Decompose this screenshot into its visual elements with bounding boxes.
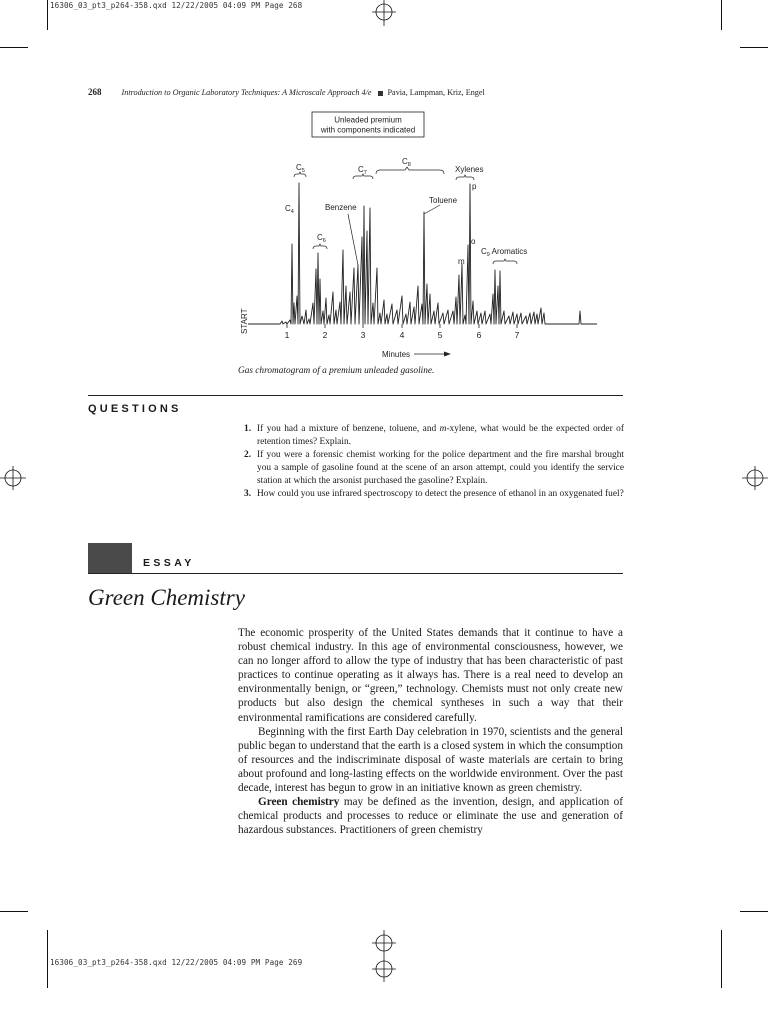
page-number: 268 xyxy=(88,87,102,97)
bracket-xylenes xyxy=(456,175,474,180)
start-label: START xyxy=(240,308,249,334)
running-header xyxy=(88,87,485,97)
crop-mark-left-top xyxy=(0,47,28,48)
authors: Pavia, Lampman, Kriz, Engel xyxy=(387,88,485,97)
question-item: 3. How could you use infrared spectroscopy to detect the presence of ethanol in an oxygenated fuel? xyxy=(244,489,624,499)
tick-label-7: 7 xyxy=(514,330,520,340)
registration-mark-top xyxy=(370,0,398,28)
crop-mark-left-bottom xyxy=(0,911,28,912)
gas-chromatogram-figure xyxy=(230,108,610,370)
crop-mark-top-left xyxy=(47,0,48,30)
registration-mark-bottom-2 xyxy=(370,956,398,982)
book-title: Introduction to Organic Laboratory Techniques: A Microscale Approach 4/e xyxy=(121,88,372,97)
label-m: m xyxy=(458,257,465,266)
separator-square-icon xyxy=(378,91,383,96)
essay-paragraph-1: The economic prosperity of the United States demands that it continue to have a robust chemical industry. In this age of environmental consciousness, however, we can no longer afford to allow the type of industry that has been characteristic of past practices to continue operating as it always has. There is a real need to develop an environmentally benign, or “green,” technology. Chemists must not only create new products but also design the chemical syntheses in such a way that their environmental ramifications are considered carefully. xyxy=(238,627,623,724)
chromatogram-trace xyxy=(248,183,597,324)
tick-label-4: 4 xyxy=(399,330,405,340)
label-c6: $C_6$ xyxy=(317,233,326,244)
questions-list xyxy=(244,423,624,501)
crop-mark-top-right xyxy=(721,0,722,30)
pointer-benzene xyxy=(348,214,358,265)
essay-paragraph-2: Beginning with the first Earth Day celebration in 1970, scientists and the general public began to understand that the earth is a closed system in which the consumption of resources and the indiscriminate disposal of waste materials are certain to bring about profound and long-lasting effects on the worldwide environment. Over the past decade, interest has begun to grow in an initiative known as green chemistry. xyxy=(238,725,623,795)
crop-mark-bottom-left xyxy=(47,930,48,988)
label-toluene: Toluene xyxy=(429,196,458,205)
tick-label-6: 6 xyxy=(476,330,482,340)
crop-mark-bottom-right xyxy=(721,930,722,988)
essay-body xyxy=(238,626,623,837)
label-p: p xyxy=(472,182,477,191)
essay-title: Green Chemistry xyxy=(88,585,245,610)
label-benzene: Benzene xyxy=(325,203,357,212)
crop-mark-right-bottom xyxy=(740,911,768,912)
tick-label-1: 1 xyxy=(284,330,290,340)
figure-caption: Gas chromatogram of a premium unleaded gasoline. xyxy=(238,366,435,376)
questions-heading: QUESTIONS xyxy=(88,403,182,415)
tick-label-5: 5 xyxy=(437,330,443,340)
chromatogram-title-line2: with components indicated xyxy=(320,125,416,135)
tick-label-2: 2 xyxy=(322,330,328,340)
x-axis-label: Minutes xyxy=(382,350,411,359)
bracket-c9 xyxy=(493,259,517,264)
file-slug-top: 16306_03_pt3_p264-358.qxd 12/22/2005 04:09 PM Page 268 xyxy=(50,1,303,10)
section-rule xyxy=(88,395,623,396)
label-c8: $C_8$ xyxy=(402,157,411,168)
registration-mark-right xyxy=(740,464,768,492)
label-c4: $C_4$ xyxy=(285,204,294,215)
label-c7: $C_7$ xyxy=(358,165,367,176)
question-item: 1. If you had a mixture of benzene, toluene, and m-xylene, what would be the expected order of retention times? Explain. xyxy=(244,424,624,447)
essay-paragraph-3: Green chemistry may be defined as the invention, design, and application of chemical products and processes to reduce or eliminate the use and generation of hazardous substances. Practitioners of green chemistry xyxy=(238,796,623,837)
essay-label: ESSAY xyxy=(143,557,195,569)
label-c5: $C_5$ xyxy=(296,163,305,174)
registration-mark-left xyxy=(0,464,28,492)
registration-mark-bottom-1 xyxy=(370,930,398,956)
question-item: 2. If you were a forensic chemist working for the police department and the fire marshal brought you a sample of gasoline found at the scene of an arson attempt, could you identify the service station at which the arsonist purchased the gasoline? Explain. xyxy=(244,450,624,486)
chromatogram-title-line1: Unleaded premium xyxy=(334,115,402,125)
axis-ticks xyxy=(287,324,517,328)
arrowhead-icon xyxy=(444,352,451,357)
file-slug-bottom: 16306_03_pt3_p264-358.qxd 12/22/2005 04:09 PM Page 269 xyxy=(50,958,303,967)
bracket-c7 xyxy=(353,174,373,179)
bracket-c8 xyxy=(376,167,444,174)
essay-marker-bar xyxy=(88,543,132,573)
essay-rule xyxy=(88,573,623,574)
tick-label-3: 3 xyxy=(360,330,366,340)
crop-mark-right-top xyxy=(740,47,768,48)
label-o: o xyxy=(471,237,476,246)
label-c9-aromatics: $C_9$ Aromatics xyxy=(481,247,528,258)
pointer-toluene xyxy=(424,205,440,214)
label-xylenes: Xylenes xyxy=(455,165,484,174)
bracket-c6 xyxy=(313,244,327,249)
